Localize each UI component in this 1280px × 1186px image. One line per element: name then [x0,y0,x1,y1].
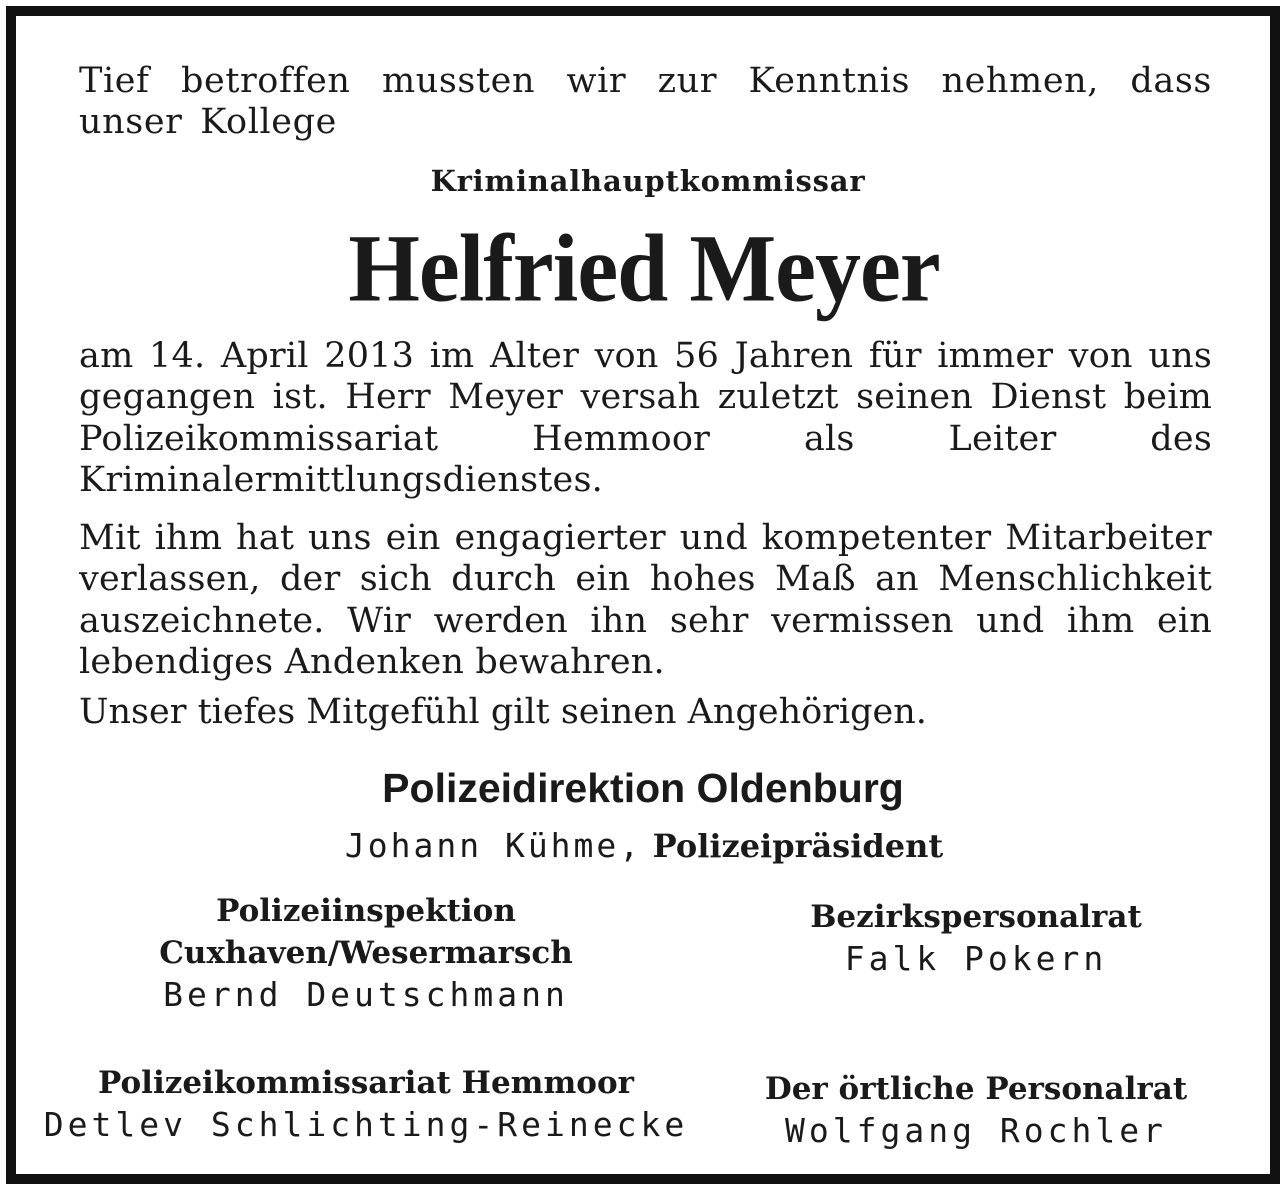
president-line [16,826,1280,865]
signatory-name: Bernd Deutschmann [163,975,569,1014]
intro-paragraph: Tief betroffen mussten wir zur Kenntnis nehmen, dass unser Kollege [79,61,1212,143]
president-title: Polizeipräsident [652,827,944,865]
praise-paragraph: Mit ihm hat uns ein engagierter und kompetenter Mitarbeiter verlassen, der sich durch ein hohes Maß an Menschlichkeit auszeichnete. Wir werden ihn sehr vermissen und ihm ein lebendiges Andenken bewahren. [79,518,1212,682]
signatory-name: Wolfgang Rochler [785,1111,1167,1150]
signatory-title: Polizeiinspektion [216,893,516,929]
signatory-title: Der örtliche Personalrat [764,1071,1188,1107]
signatory-title-line2: Cuxhaven/Wesermarsch [159,935,573,971]
death-paragraph: am 14. April 2013 im Alter von 56 Jahren für immer von uns gegangen ist. Herr Meyer versah zuletzt seinen Dienst beim Polizeikommissariat Hemmoor als Leiter des Kriminalermittlungsdienstes. [79,336,1212,500]
signatory-name: Detlev Schlichting-Reinecke [43,1105,689,1144]
signatory-commissariat [26,1062,706,1146]
organization-name: Polizeidirektion Oldenburg [382,765,904,811]
president-name: Johann Kühme, [344,826,643,865]
rank-title: Kriminalhauptkommissar [430,164,866,198]
signatory-local-council [716,1068,1236,1152]
deceased-name: Helfried Meyer [348,214,940,322]
signatory-name: Falk Pokern [844,939,1108,978]
obituary-notice [6,6,1280,1184]
signatory-district-council [716,896,1236,980]
signatory-title: Polizeikommissariat Hemmoor [98,1065,634,1101]
signatory-title: Bezirkspersonalrat [810,899,1142,935]
sympathy-line: Unser tiefes Mitgefühl gilt seinen Angehörigen. [79,692,927,732]
signatory-inspection [36,890,696,1016]
